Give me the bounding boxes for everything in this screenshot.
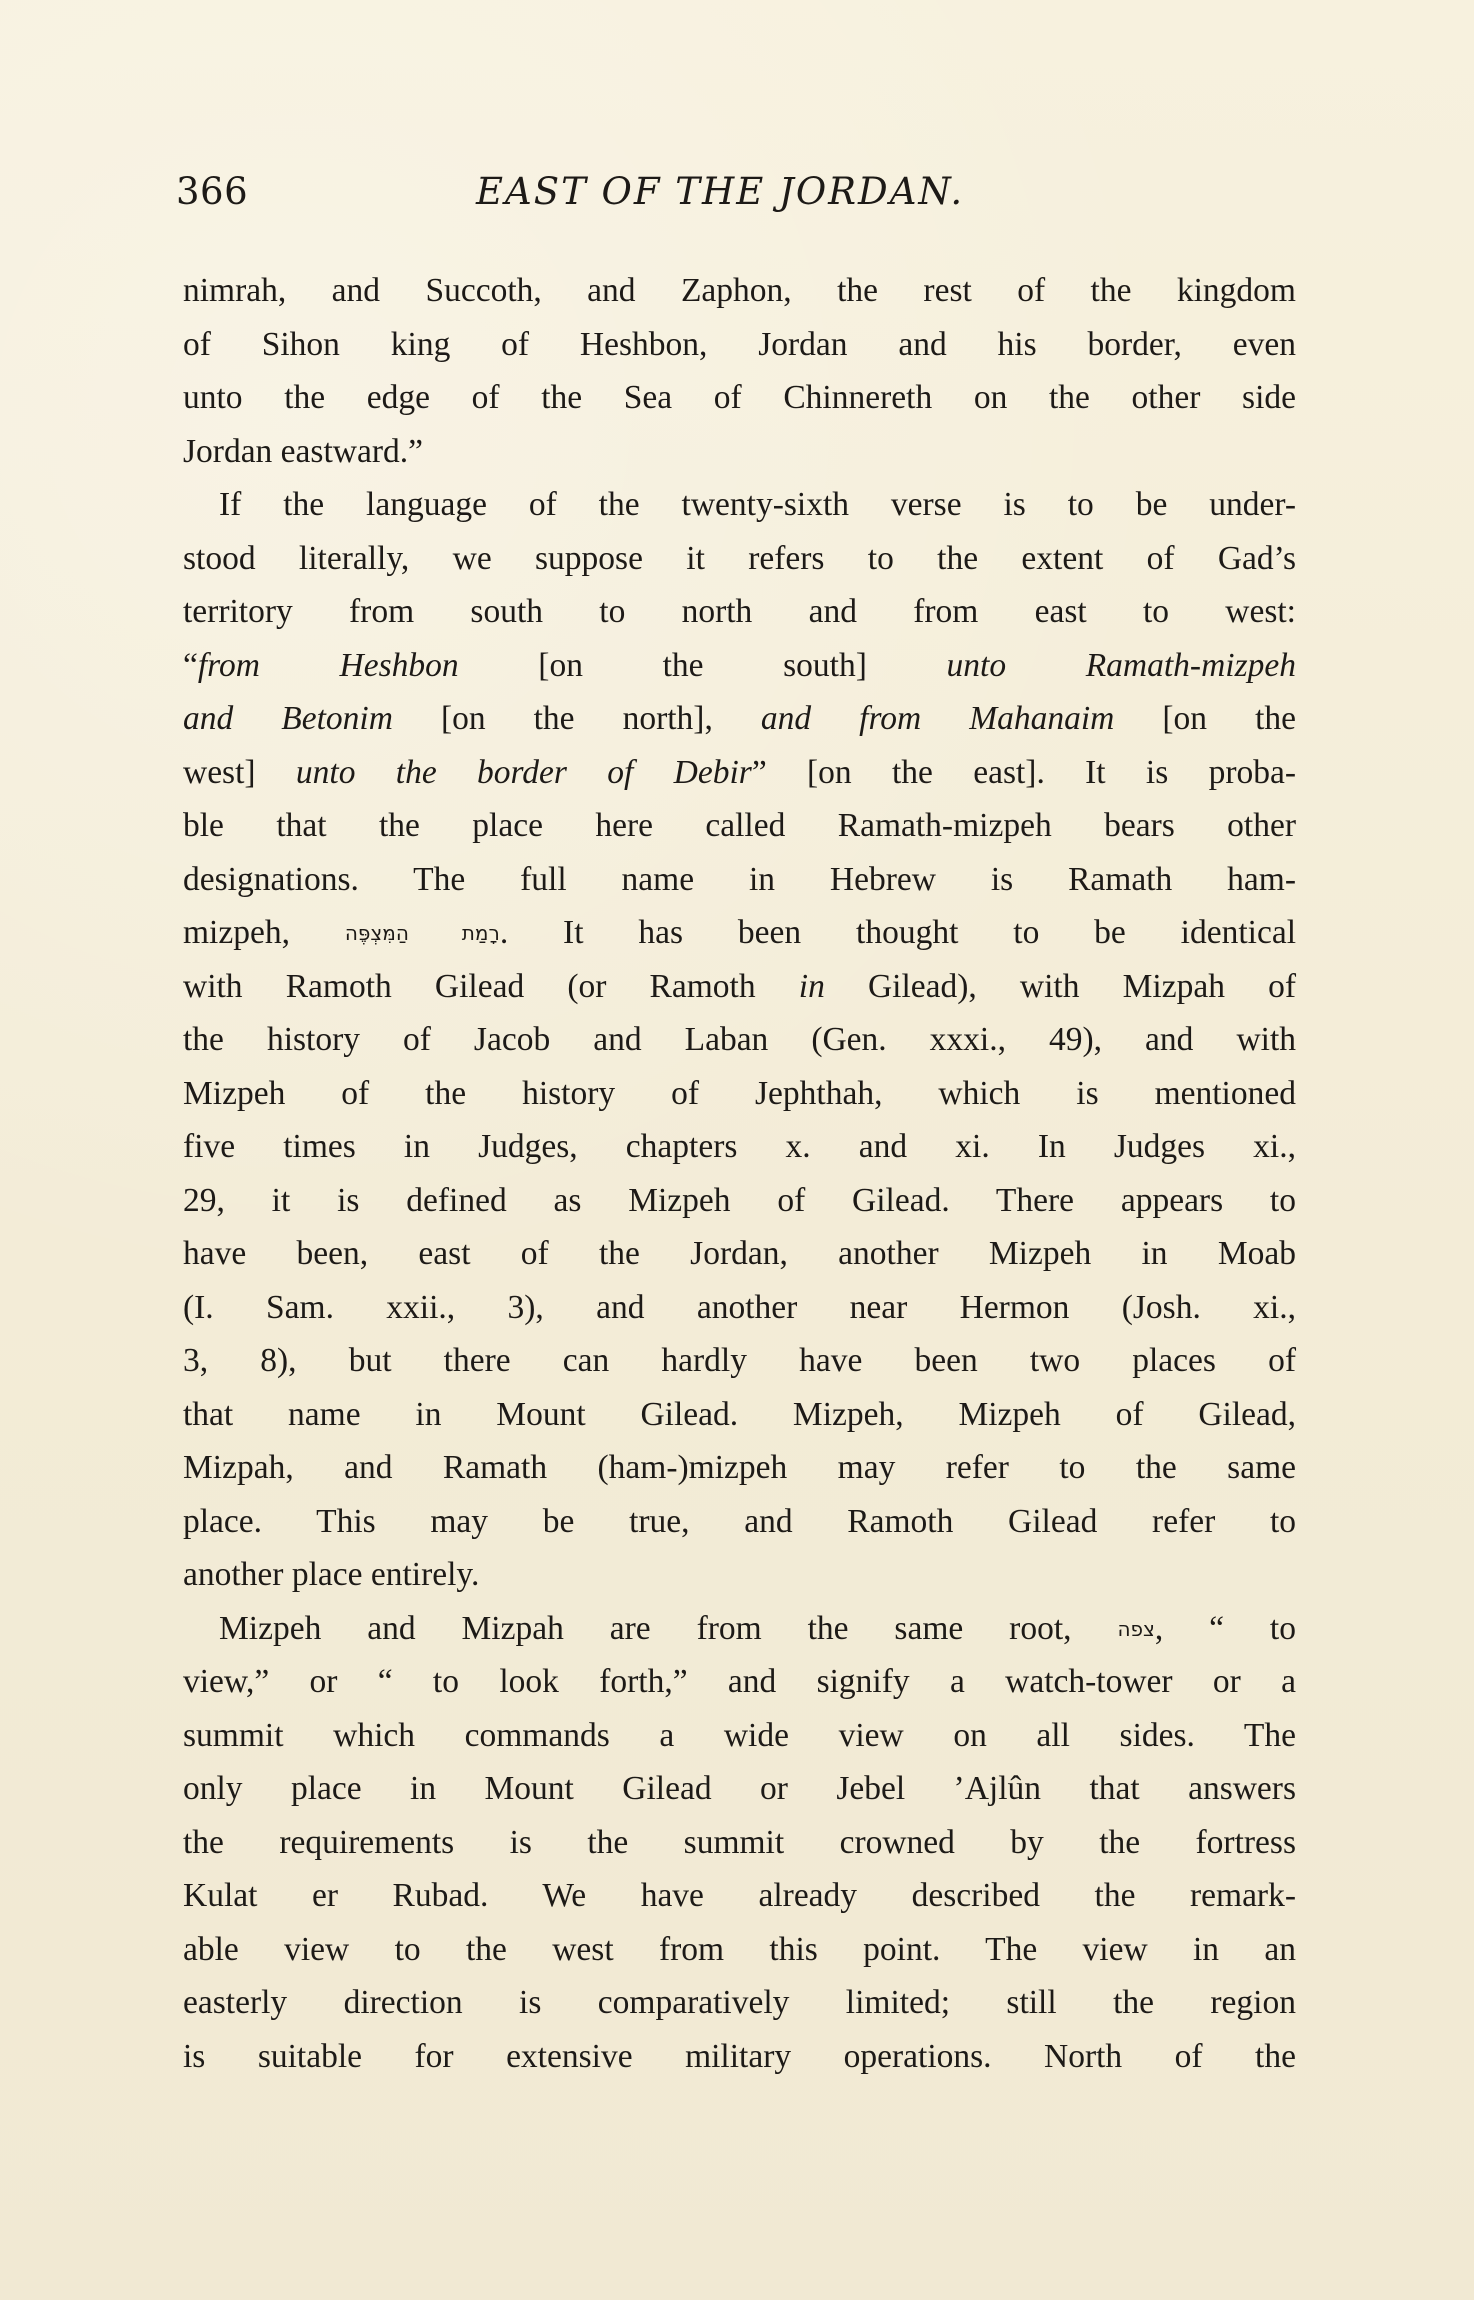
text-line bbox=[183, 1120, 1296, 1174]
text-line bbox=[183, 1013, 1296, 1067]
text-segment: [on the south] bbox=[458, 646, 947, 684]
text-segment: and Betonim bbox=[183, 700, 393, 737]
hebrew-text: רָמַת הַמִּצְפֶּה bbox=[344, 921, 500, 945]
text-segment: in bbox=[798, 967, 825, 1005]
text-line bbox=[183, 1334, 1296, 1388]
text-segment: ” [on the east]. It is proba- bbox=[751, 753, 1297, 791]
text-segment: unto the border of Debir bbox=[295, 753, 752, 791]
text-segment: ble that the place here called Ramath-mizpeh bears other bbox=[183, 807, 1296, 844]
text-segment: If the language of the twenty-sixth verse is to be under- bbox=[219, 486, 1296, 523]
text-segment: easterly direction is comparatively limited; still the region bbox=[183, 1984, 1296, 2021]
text-segment: summit which commands a wide view on all sides. The bbox=[183, 1716, 1296, 1754]
text-segment: of Sihon king of Heshbon, Jordan and his border, even bbox=[183, 325, 1296, 363]
text-segment: Jordan eastward.” bbox=[183, 432, 423, 470]
body-text bbox=[183, 264, 1296, 2083]
text-segment: Gilead), with Mizpah of bbox=[824, 967, 1296, 1005]
text-segment: have been, east of the Jordan, another Mizpeh in Moab bbox=[183, 1235, 1296, 1272]
text-line bbox=[183, 639, 1296, 693]
text-segment: place. This may be true, and Ramoth Gilead refer to bbox=[183, 1502, 1296, 1540]
text-line bbox=[183, 371, 1296, 425]
text-segment: nimrah, and Succoth, and Zaphon, the rest of the kingdom bbox=[183, 272, 1296, 309]
text-line bbox=[183, 1709, 1296, 1763]
text-segment: another place entirely. bbox=[183, 1556, 480, 1593]
text-line bbox=[183, 1762, 1296, 1816]
text-segment: designations. The full name in Hebrew is Ramath ham- bbox=[183, 860, 1296, 898]
text-segment: (I. Sam. xxii., 3), and another near Hermon (Josh. xi., bbox=[183, 1288, 1296, 1326]
text-line bbox=[183, 1227, 1296, 1281]
text-segment: view,” or “ to look forth,” and signify a watch-tower or a bbox=[183, 1663, 1296, 1700]
text-segment: the requirements is the summit crowned by the fortress bbox=[183, 1823, 1296, 1861]
text-line bbox=[183, 1548, 1296, 1602]
text-segment: mizpeh, bbox=[183, 914, 345, 951]
text-line bbox=[183, 1923, 1296, 1977]
text-line bbox=[183, 1067, 1296, 1121]
text-line bbox=[183, 1816, 1296, 1870]
text-line bbox=[183, 960, 1296, 1014]
text-line bbox=[183, 906, 1296, 960]
text-segment: 3, 8), but there can hardly have been two places of bbox=[183, 1342, 1296, 1379]
text-segment: west] bbox=[183, 753, 296, 791]
text-line bbox=[183, 853, 1296, 907]
text-segment: unto the edge of the Sea of Chinnereth on the other side bbox=[183, 379, 1296, 416]
text-line bbox=[183, 1281, 1296, 1335]
text-segment: only place in Mount Gilead or Jebel ’Ajlûn that answers bbox=[183, 1770, 1296, 1807]
text-segment: five times in Judges, chapters x. and xi. In Judges xi., bbox=[183, 1128, 1296, 1165]
text-segment: territory from south to north and from east to west: bbox=[183, 593, 1296, 630]
text-line bbox=[183, 1976, 1296, 2030]
text-line bbox=[183, 746, 1296, 800]
text-line bbox=[183, 2030, 1296, 2084]
text-segment: unto Ramath-mizpeh bbox=[946, 646, 1296, 684]
text-line bbox=[183, 1388, 1296, 1442]
text-segment: 29, it is defined as Mizpeh of Gilead. There appears to bbox=[183, 1181, 1296, 1219]
text-line bbox=[183, 478, 1296, 532]
page-header bbox=[176, 170, 1296, 226]
text-line bbox=[183, 318, 1296, 372]
page-number: 366 bbox=[176, 170, 249, 213]
text-segment: Mizpeh and Mizpah are from the same root, bbox=[219, 1609, 1118, 1647]
text-line bbox=[183, 425, 1296, 479]
text-segment: from Heshbon bbox=[197, 646, 459, 684]
text-line bbox=[183, 1495, 1296, 1549]
text-line bbox=[183, 585, 1296, 639]
text-line bbox=[183, 1655, 1296, 1709]
text-segment: that name in Mount Gilead. Mizpeh, Mizpeh of Gilead, bbox=[183, 1395, 1296, 1433]
running-head: EAST OF THE JORDAN. bbox=[476, 170, 965, 213]
text-line bbox=[183, 692, 1296, 746]
text-segment: Mizpeh of the history of Jephthah, which is mentioned bbox=[183, 1074, 1296, 1112]
text-line bbox=[183, 1602, 1296, 1656]
text-segment: able view to the west from this point. The view in an bbox=[183, 1930, 1296, 1968]
text-segment: with Ramoth Gilead (or Ramoth bbox=[183, 967, 799, 1005]
text-line bbox=[183, 1441, 1296, 1495]
text-segment: Kulat er Rubad. We have already described the remark- bbox=[183, 1877, 1296, 1914]
text-segment: , “ to bbox=[1154, 1609, 1296, 1647]
text-segment: . It has been thought to be identical bbox=[499, 914, 1297, 951]
text-segment: stood literally, we suppose it refers to the extent of Gad’s bbox=[183, 539, 1296, 577]
text-line bbox=[183, 1174, 1296, 1228]
text-line bbox=[183, 264, 1296, 318]
text-segment: [on the bbox=[1114, 700, 1297, 737]
text-segment: [on the north], bbox=[392, 700, 761, 737]
text-segment: the history of Jacob and Laban (Gen. xxxi., 49), and with bbox=[183, 1021, 1296, 1058]
text-segment: Mizpah, and Ramath (ham-)mizpeh may refer to the same bbox=[183, 1449, 1296, 1486]
text-segment: is suitable for extensive military operations. North of the bbox=[183, 2037, 1296, 2075]
text-segment: and from Mahanaim bbox=[760, 700, 1115, 737]
text-line bbox=[183, 799, 1296, 853]
text-line bbox=[183, 1869, 1296, 1923]
text-segment: “ bbox=[183, 646, 198, 684]
text-line bbox=[183, 532, 1296, 586]
hebrew-text: צפה bbox=[1117, 1616, 1155, 1641]
